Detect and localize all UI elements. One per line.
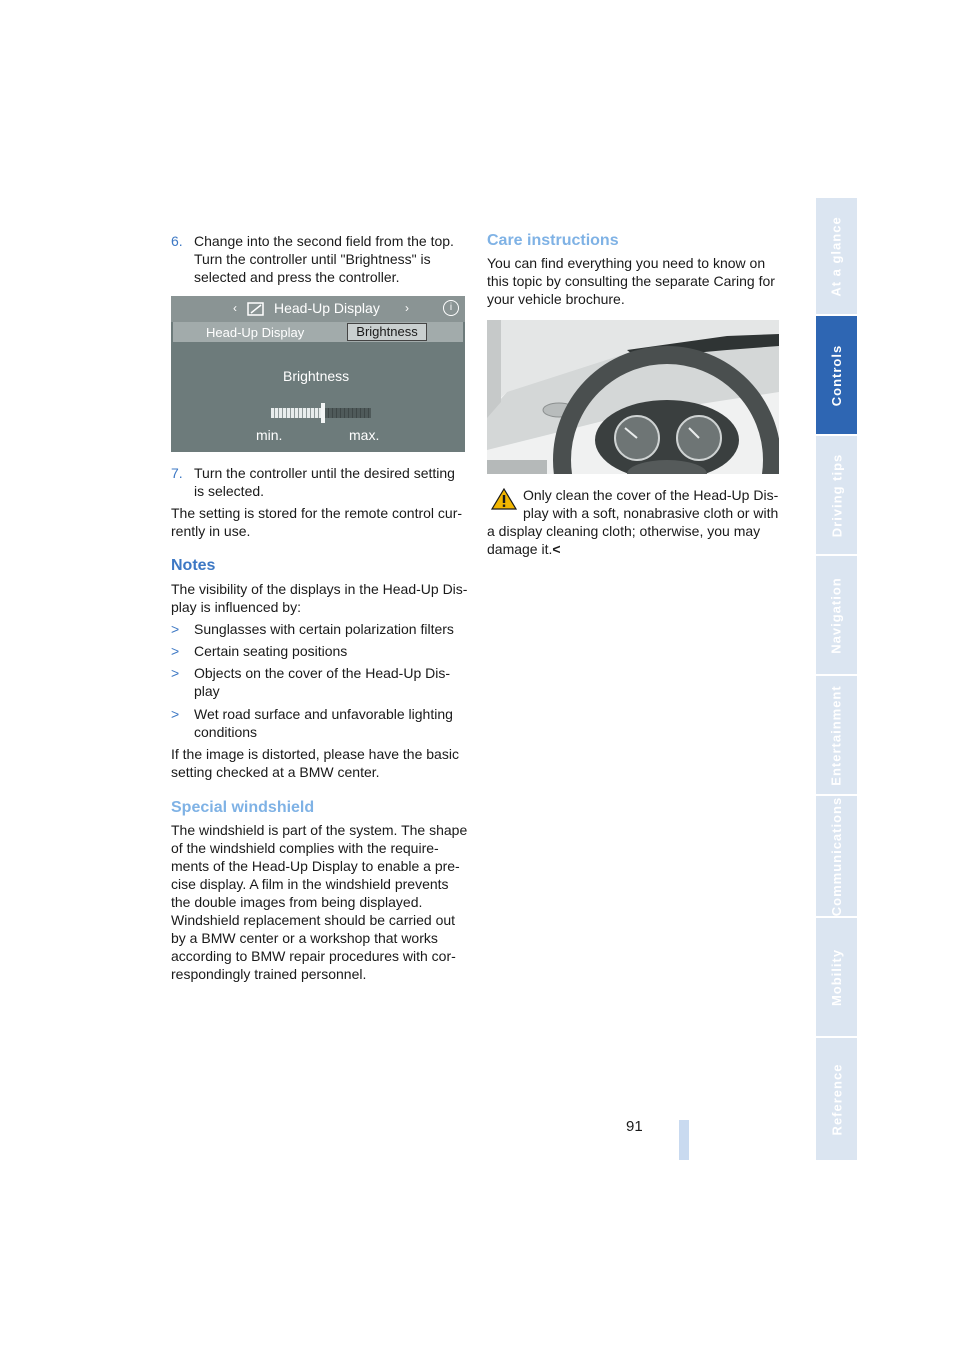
paragraph-line: Windshield replacement should be carried out [171, 912, 456, 928]
list-item-text: play [194, 683, 220, 699]
paragraph-line: by a BMW center or a workshop that works [171, 930, 438, 946]
hud-menu-item-head-up-display: Head-Up Display [206, 325, 305, 340]
side-tab-communications[interactable] [816, 796, 857, 916]
step-text-line: Turn the controller until "Brightness" is [194, 251, 431, 267]
paragraph-line: of the windshield complies with the require- [171, 840, 439, 856]
hud-min-label: min. [256, 427, 283, 443]
side-tab-label: Entertainment [829, 684, 844, 786]
side-tab-at-a-glance[interactable] [816, 198, 857, 314]
hud-brightness-title: Brightness [283, 368, 350, 384]
side-tab-controls[interactable] [816, 316, 857, 434]
page-number-bar [679, 1120, 689, 1160]
brightness-slider-track [325, 408, 371, 418]
head-up-display-menu-screen [171, 296, 465, 452]
paragraph-line: You can find everything you need to know on [487, 255, 766, 271]
step-number: 7. [171, 465, 183, 481]
step-number: 6. [171, 233, 183, 249]
distorted-image-paragraph [171, 745, 471, 781]
paragraph-line: your vehicle brochure. [487, 291, 625, 307]
paragraph-line: rently in use. [171, 523, 251, 539]
care-instructions-paragraph [487, 254, 787, 308]
step-6 [171, 232, 471, 286]
step-text-line: Change into the second field from the top. [194, 233, 454, 249]
chevron-left-icon: ‹ [233, 301, 237, 315]
side-tab-driving-tips[interactable] [816, 436, 857, 554]
paragraph-line: Only clean the cover of the Head-Up Dis- [523, 487, 779, 503]
bullet-marker: > [171, 621, 180, 637]
list-item-text: conditions [194, 724, 258, 740]
brightness-slider-knob [321, 403, 325, 423]
cockpit-drawing [487, 320, 779, 474]
paragraph-line: setting checked at a BMW center. [171, 764, 380, 780]
notes-intro-paragraph [171, 580, 471, 616]
list-item [171, 642, 471, 660]
list-item [171, 664, 471, 700]
special-windshield-heading: Special windshield [171, 799, 315, 816]
paragraph-line: this topic by consulting the separate Caring for [487, 273, 775, 289]
hud-header-title: Head-Up Display [274, 300, 380, 316]
side-tab-label: Navigation [829, 576, 844, 654]
notes-heading: Notes [171, 557, 216, 574]
side-tab-label: Communications [829, 796, 844, 916]
brightness-slider [271, 408, 371, 418]
setting-stored-paragraph [171, 504, 471, 540]
end-mark: < [552, 541, 561, 557]
list-item [171, 620, 471, 638]
head-up-display-cockpit-illustration [487, 320, 779, 474]
paragraph-line: The windshield is part of the system. The shape [171, 822, 468, 838]
care-instructions-heading: Care instructions [487, 232, 619, 249]
paragraph-line: If the image is distorted, please have the basic [171, 746, 459, 762]
side-tab-label: At a glance [829, 215, 845, 297]
step-text-line: Turn the controller until the desired setting [194, 465, 455, 481]
hud-max-label: max. [349, 427, 380, 443]
paragraph-line: play with a soft, nonabrasive cloth or with [523, 505, 779, 521]
paragraph-line: cise display. A film in the windshield prevents [171, 876, 449, 892]
list-item [171, 705, 471, 741]
side-tab-label: Mobility [829, 948, 845, 1006]
side-tab-label: Controls [829, 344, 845, 406]
bullet-marker: > [171, 643, 180, 659]
side-tab-label: Reference [829, 1063, 844, 1135]
step-text-line: selected and press the controller. [194, 269, 400, 285]
paragraph-line: The visibility of the displays in the Head-Up Dis- [171, 581, 468, 597]
paragraph-line: The setting is stored for the remote control cur- [171, 505, 463, 521]
paragraph-line [487, 540, 787, 558]
paragraph-line-text: damage it. [487, 541, 553, 557]
brightness-slider-fill [271, 408, 321, 418]
side-tab-mobility[interactable] [816, 918, 857, 1036]
side-tab-navigation[interactable] [816, 556, 857, 674]
hud-display-icon [247, 302, 267, 316]
paragraph-line: respondingly trained personnel. [171, 966, 367, 982]
special-windshield-paragraph [171, 821, 471, 983]
chevron-right-icon: › [405, 301, 409, 315]
paragraph-line: ments of the Head-Up Display to enable a pre- [171, 858, 460, 874]
side-tab-entertainment[interactable] [816, 676, 857, 794]
paragraph-line: the double images from being displayed. [171, 894, 423, 910]
list-item-text: Objects on the cover of the Head-Up Dis- [194, 665, 451, 681]
side-tab-reference[interactable] [816, 1038, 857, 1160]
list-item-text: Sunglasses with certain polarization filters [194, 621, 454, 637]
info-icon: i [443, 300, 459, 316]
step-text-line: is selected. [194, 483, 265, 499]
paragraph-line: according to BMW repair procedures with cor- [171, 948, 456, 964]
warning-paragraph [487, 486, 787, 558]
bullet-marker: > [171, 665, 180, 681]
step-7 [171, 464, 471, 500]
list-item-text: Certain seating positions [194, 643, 348, 659]
paragraph-line: a display cleaning cloth; otherwise, you may [487, 523, 761, 539]
paragraph-line: play is influenced by: [171, 599, 301, 615]
bullet-marker: > [171, 706, 180, 722]
page-number: 91 [626, 1118, 643, 1135]
hud-menu-item-brightness-selected: Brightness [347, 323, 427, 341]
list-item-text: Wet road surface and unfavorable lighting [194, 706, 453, 722]
side-tab-label: Driving tips [829, 453, 845, 537]
